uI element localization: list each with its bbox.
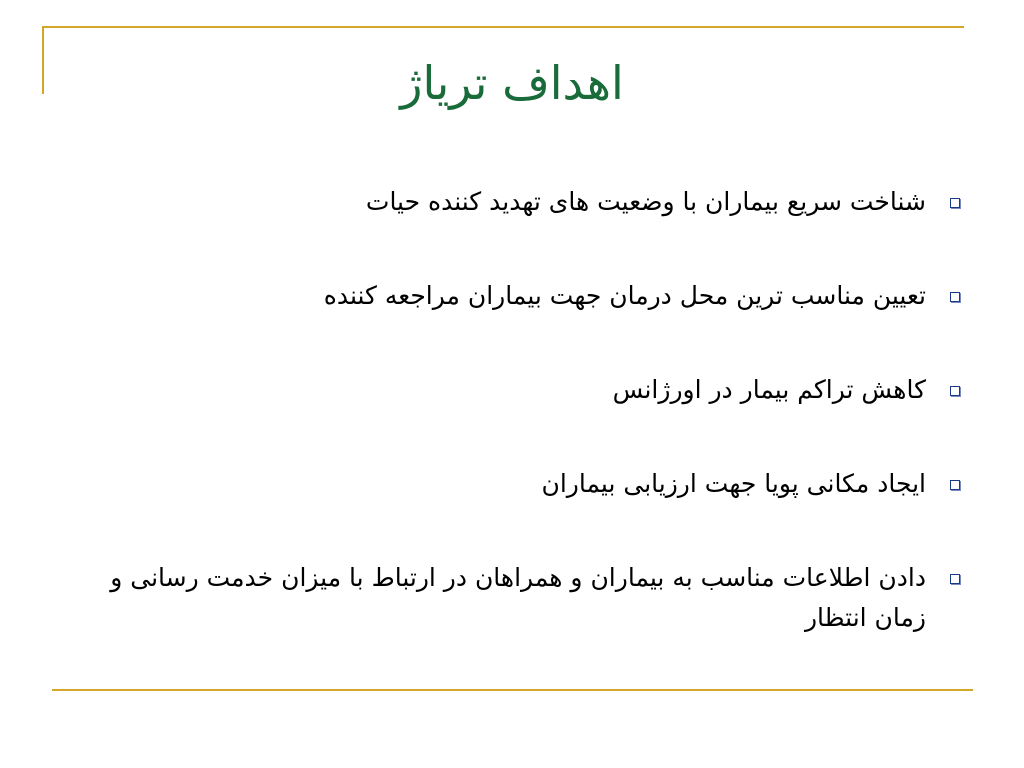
list-item (80, 370, 960, 410)
list-item (80, 464, 960, 504)
list-item (80, 558, 960, 638)
top-decorative-rule (42, 26, 964, 28)
list-item (80, 182, 960, 222)
bullet-text: تعیین مناسب ترین محل درمان جهت بیماران مراجعه کننده (323, 281, 926, 310)
bullet-text: شناخت سریع بیماران با وضعیت های تهدید کننده حیات (365, 187, 926, 216)
bullet-list (80, 182, 960, 692)
list-item (80, 276, 960, 316)
hollow-square-bullet-icon (950, 198, 960, 208)
bullet-text: کاهش تراکم بیمار در اورژانس (612, 375, 926, 404)
bottom-decorative-rule (52, 689, 973, 691)
hollow-square-bullet-icon (950, 292, 960, 302)
slide-title: اهداف تریاژ (400, 56, 624, 110)
hollow-square-bullet-icon (950, 386, 960, 396)
hollow-square-bullet-icon (950, 574, 960, 584)
hollow-square-bullet-icon (950, 480, 960, 490)
bullet-text: ایجاد مکانی پویا جهت ارزیابی بیماران (541, 469, 926, 498)
bullet-text: دادن اطلاعات مناسب به بیماران و همراهان در ارتباط با میزان خدمت رسانی و زمان انتظار (110, 563, 926, 632)
